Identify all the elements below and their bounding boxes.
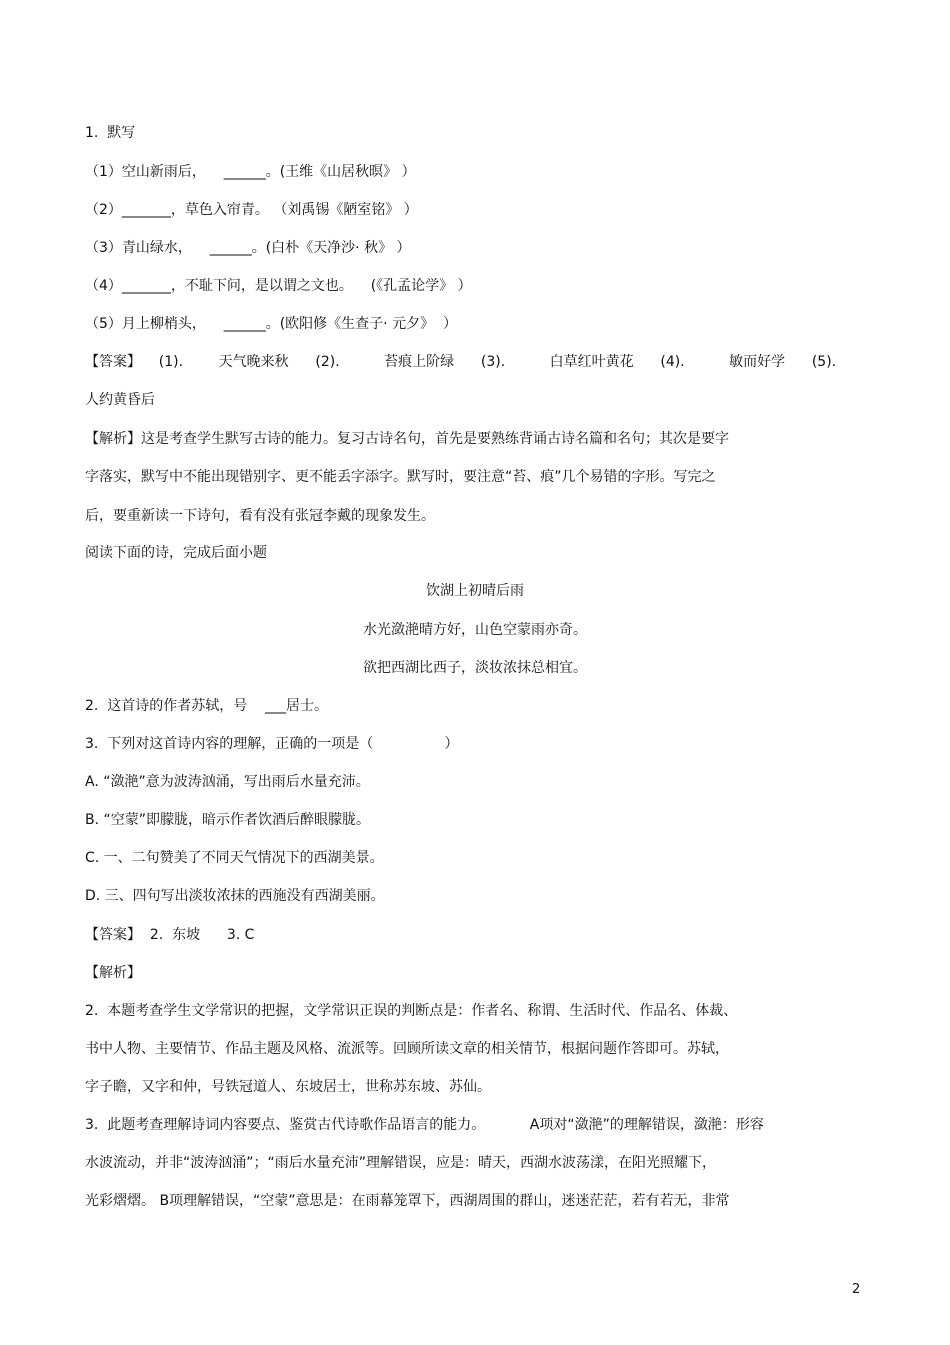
- q1-answer-line-2: 人约黄昏后: [85, 392, 155, 408]
- q1-analysis-line-1: 【解析】这是考查学生默写古诗的能力。复习古诗名句，首先是要熟练背诵古诗名篇和名句；其次是要字: [85, 431, 729, 447]
- analysis-q2-line-1: 2. 本题考查学生文学常识的把握，文学常识正误的判断点是：作者名、称谓、生活时代、作品名、体裁、: [85, 1003, 738, 1019]
- answer-2-3: 【答案】 2. 东坡 3. C: [85, 927, 255, 943]
- reading-intro: 阅读下面的诗，完成后面小题: [85, 545, 267, 561]
- q1-item-5: （5）月上柳梢头， ______。(欧阳修《生查子· 元夕》 ）: [85, 316, 457, 332]
- q1-item-1: （1）空山新雨后， ______。(王维《山居秋暝》 ）: [85, 164, 416, 180]
- analysis-q3-line-3: 光彩熠熠。 B项理解错误，“空蒙”意思是：在雨幕笼罩下，西湖周围的群山，迷迷茫茫，若有若无，非常: [85, 1193, 730, 1209]
- analysis-q3-line-1: 3. 此题考查理解诗词内容要点、鉴赏古代诗歌作品语言的能力。 A项对“潋滟”的理解错误，潋滟：形容: [85, 1117, 764, 1133]
- q1-title: 1. 默写: [85, 125, 136, 141]
- page-number: 2: [852, 1282, 861, 1297]
- q1-answer-line-1: 【答案】 (1). 天气晚来秋 (2). 苔痕上阶绿 (3). 白草红叶黄花 (4). 敏而好学 (5).: [85, 354, 837, 370]
- poem-line-1: 水光潋滟晴方好，山色空蒙雨亦奇。: [363, 622, 587, 638]
- q2-text: 2. 这首诗的作者苏轼，号 ___居士。: [85, 698, 329, 714]
- analysis-q2-line-2: 书中人物、主要情节、作品主题及风格、流派等。回顾所读文章的相关情节，根据问题作答即可。苏轼，: [85, 1041, 729, 1057]
- q1-analysis-line-2: 字落实，默写中不能出现错别字、更不能丢字添字。默写时，要注意“苔、痕”几个易错的字形。写完之: [85, 469, 716, 485]
- q1-item-3: （3）青山绿水， ______。(白朴《天净沙· 秋》 ）: [85, 240, 411, 256]
- poem-line-2: 欲把西湖比西子，淡妆浓抹总相宜。: [363, 660, 587, 676]
- q3-option-d: D. 三、四句写出淡妆浓抹的西施没有西湖美丽。: [85, 888, 385, 904]
- q3-option-c: C. 一、二句赞美了不同天气情况下的西湖美景。: [85, 850, 384, 866]
- q3-option-a: A. “潋滟”意为波涛汹涌，写出雨后水量充沛。: [85, 774, 370, 790]
- poem-title: 饮湖上初晴后雨: [426, 583, 524, 599]
- q1-analysis-line-3: 后，要重新读一下诗句，看有没有张冠李戴的现象发生。: [85, 508, 435, 524]
- q1-item-2: （2）_______，草色入帘青。 （刘禹锡《陋室铭》 ）: [85, 202, 418, 218]
- q1-item-4: （4）_______，不耻下问，是以谓之文也。 (《孔孟论学》 ）: [85, 278, 472, 294]
- q3-option-b: B. “空蒙”即朦胧，暗示作者饮酒后醉眼朦胧。: [85, 812, 371, 828]
- analysis-label: 【解析】: [85, 965, 141, 981]
- analysis-q2-line-3: 字子瞻，又字和仲，号铁冠道人、东坡居士，世称苏东坡、苏仙。: [85, 1079, 491, 1095]
- q3-text: 3. 下列对这首诗内容的理解，正确的一项是（ ）: [85, 736, 459, 752]
- analysis-q3-line-2: 水波流动，并非“波涛汹涌”；“雨后水量充沛”理解错误，应是：晴天，西湖水波荡漾，在阳光照耀下，: [85, 1155, 717, 1171]
